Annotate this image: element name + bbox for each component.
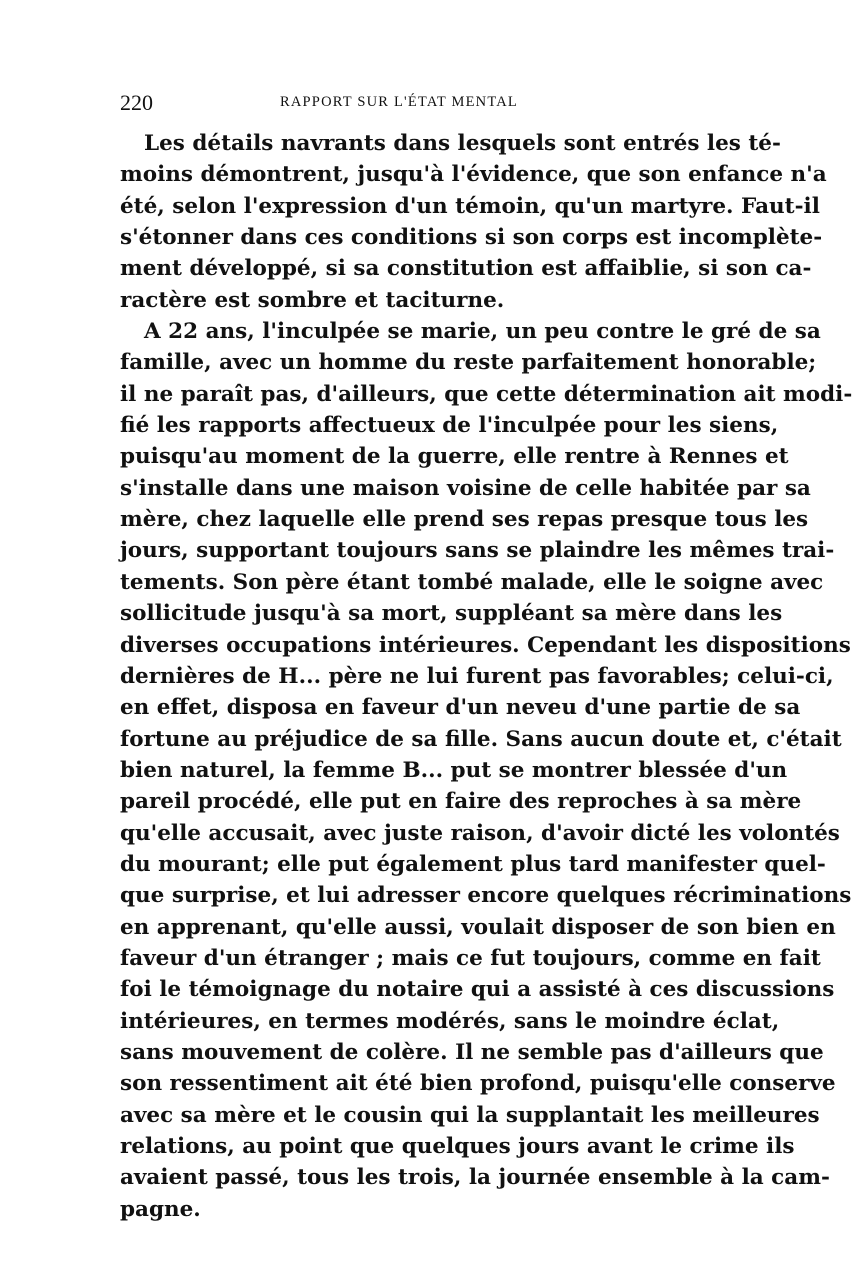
text-line: s'étonner dans ces conditions si son corps est incomplète- (120, 225, 823, 251)
text-line: pareil procédé, elle put en faire des reproches à sa mère (120, 789, 802, 815)
text-line: fortune au préjudice de sa fille. Sans aucun doute et, c'était (120, 726, 842, 752)
text-line: qu'elle accusait, avec juste raison, d'avoir dicté les volontés (120, 820, 840, 846)
text-line: famille, avec un homme du reste parfaitement honorable; (120, 350, 817, 376)
text-line: moins démontrent, jusqu'à l'évidence, que son enfance n'a (120, 162, 827, 188)
text-line: sans mouvement de colère. Il ne semble pas d'ailleurs que (120, 1039, 824, 1065)
text-line: été, selon l'expression d'un témoin, qu'un martyre. Faut-il (120, 193, 820, 219)
text-line: tements. Son père étant tombé malade, elle le soigne avec (120, 569, 824, 595)
text-line: jours, supportant toujours sans se plaindre les mêmes trai- (120, 538, 835, 564)
text-line: dernières de H... père ne lui furent pas favorables; celui-ci, (120, 663, 834, 689)
running-head (120, 90, 680, 120)
body-text (120, 128, 852, 1225)
text-line: faveur d'un étranger ; mais ce fut toujours, comme en fait (120, 945, 821, 971)
text-line: il ne paraît pas, d'ailleurs, que cette détermination ait modi- (120, 381, 852, 407)
text-line: s'installe dans une maison voisine de celle habitée par sa (120, 475, 811, 501)
text-line: fié les rapports affectueux de l'inculpée pour les siens, (120, 413, 779, 439)
text-line: ractère est sombre et taciturne. (120, 287, 505, 313)
text-line: son ressentiment ait été bien profond, puisqu'elle conserve (120, 1071, 836, 1097)
text-line: intérieures, en termes modérés, sans le moindre éclat, (120, 1008, 780, 1034)
text-line: ment développé, si sa constitution est affaiblie, si son ca- (120, 256, 812, 282)
text-line: relations, au point que quelques jours avant le crime ils (120, 1134, 795, 1159)
text-line: mère, chez laquelle elle prend ses repas presque tous les (120, 507, 809, 533)
text-line: puisqu'au moment de la guerre, elle rentre à Rennes et (120, 444, 789, 470)
running-title: RAPPORT SUR L'ÉTAT MENTAL (280, 94, 518, 110)
text-line: en apprenant, qu'elle aussi, voulait disposer de son bien en (120, 914, 836, 940)
text-line: avec sa mère et le cousin qui la supplantait les meilleures (120, 1102, 820, 1128)
text-line: bien naturel, la femme B... put se montrer blessée d'un (120, 757, 788, 783)
text-line: sollicitude jusqu'à sa mort, suppléant sa mère dans les (120, 601, 783, 627)
text-line: Les détails navrants dans lesquels sont entrés les té- (144, 131, 781, 156)
text-line: A 22 ans, l'inculpée se marie, un peu contre le gré de sa (144, 319, 821, 345)
page-number: 220 (120, 90, 153, 115)
text-line: foi le témoignage du notaire qui a assisté à ces discussions (120, 977, 835, 1003)
text-line: en effet, disposa en faveur d'un neveu d'une partie de sa (120, 695, 801, 721)
text-line: avaient passé, tous les trois, la journée ensemble à la cam- (120, 1165, 830, 1191)
text-line: que surprise, et lui adresser encore quelques récriminations (120, 883, 852, 909)
text-line: du mourant; elle put également plus tard manifester quel- (120, 851, 826, 877)
text-line: diverses occupations intérieures. Cependant les dispositions (120, 632, 851, 658)
text-line: pagne. (120, 1196, 201, 1222)
